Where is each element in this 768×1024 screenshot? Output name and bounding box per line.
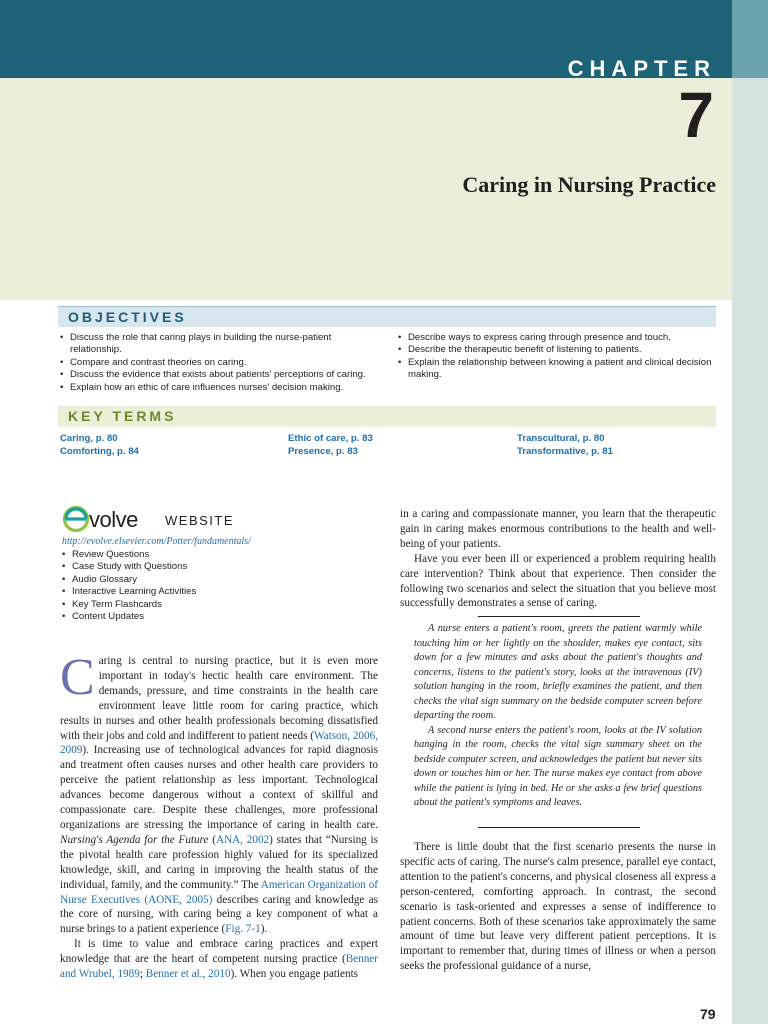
list-item: • Describe the therapeutic benefit of listening to patients. [398, 344, 718, 356]
key-term-link[interactable]: Caring, p. 80 [60, 433, 118, 444]
intro-paragraph: Caring is central to nursing practice, but it is even more important in today's hectic health care environment. The demands, pressure, and time constraints in the health care environment leave little room for caring practice, which results in nurses and other health professionals becoming dissatisfied with their jobs and cold and indifferent to patient needs (Watson, 2006, 2009). Increasing use of technological advances for rapid diagnosis and treatment often causes nurses and other health care providers to perceive the patient relationship as less important. Technological advances become dangerous without a context of skillful and compassionate care. Despite these challenges, more professional organizations are stressing the importance of caring in health care. Nursing's Agenda for the Future (ANA, 2002) states that “Nursing is the pivotal health care profession highly valued for its specialized knowledge, skill, and caring in improving the health status of the individual, family, and the community.” The American Organization of Nurse Executives (AONE, 2005) describes caring and knowledge as the core of nursing, with caring being a key component of what a nurse brings to a patient experience (Fig. 7-1). [60, 649, 379, 936]
chapter-label: CHAPTER [567, 56, 716, 81]
evolve-resource-list [62, 549, 362, 623]
list-item: • Review Questions [62, 549, 362, 561]
key-term-link[interactable]: Ethic of care, p. 83 [288, 433, 373, 444]
chapter-number: 7 [678, 79, 714, 151]
list-item: • Describe ways to express caring through presence and touch. [398, 332, 718, 344]
right-column-body-top [400, 507, 716, 611]
side-tab-top [732, 0, 768, 78]
body-paragraph: Have you ever been ill or experienced a problem requiring health care intervention? Think about that experience. Then consider the following two scenarios and select the situation that you believe most successfully demonstrates a sense of caring. [400, 552, 716, 610]
cited-title: Nursing's Agenda for the Future [60, 833, 209, 846]
list-item: • Explain the relationship between knowing a patient and clinical decision making. [398, 357, 718, 382]
evolve-logo [62, 505, 262, 535]
key-term-link[interactable]: Comforting, p. 84 [60, 445, 139, 457]
list-item: • Explain how an ethic of care influences nurses' decision making. [60, 382, 378, 394]
chapter-title: Caring in Nursing Practice [462, 172, 716, 197]
right-column-body-bottom [400, 840, 716, 974]
citation-link[interactable]: Benner et al., 2010 [145, 968, 231, 981]
side-strip [732, 78, 768, 1024]
list-item: • Key Term Flashcards [62, 599, 362, 611]
key-term-link[interactable]: Transcultural, p. 80 [517, 433, 605, 444]
evolve-word: volve [89, 507, 138, 532]
divider-rule [478, 616, 640, 617]
list-item: • Case Study with Questions [62, 561, 362, 573]
key-terms-column-3 [517, 433, 613, 458]
body-paragraph: It is time to value and embrace caring practices and expert knowledge that are the heart of competent nursing practice (Benner and Wrubel, 1989; Benner et al., 2010). When you engage patients [60, 938, 378, 981]
citation-link[interactable]: Benner and Wrubel, 1989 [60, 953, 378, 981]
key-terms-column-2 [288, 433, 373, 458]
key-term-link[interactable]: Presence, p. 83 [288, 445, 358, 457]
evolve-e-icon [62, 505, 90, 533]
list-item: • Interactive Learning Activities [62, 586, 362, 598]
scenario-paragraph: A second nurse enters the patient's room, looks at the IV solution hanging in the room, checks the vital sign summary sheet on the bedside computer screen, and acknowledges the patient but never sits down or touches him or her. The nurse makes eye contact from above while the patient is lying in bed. He or she asks a few brief questions about the patient's symptoms and leaves. [414, 724, 702, 808]
body-paragraph: There is little doubt that the first scenario presents the nurse in specific acts of caring. The nurse's calm presence, parallel eye contact, attention to the patient's concerns, and physical closeness all express a person-centered, comforting approach. In contrast, the second scenario is task-oriented and expresses a sense of indifference to patient concerns. Both of these scenarios take approximately the same amount of time but leave very different patient perceptions. It is important to remember that, during times of illness or when a person seeks the professional guidance of a nurse, [400, 841, 716, 973]
scenario-box [414, 622, 702, 811]
list-item: • Content Updates [62, 611, 362, 623]
key-term-link[interactable]: Transformative, p. 81 [517, 445, 613, 457]
objectives-left-list [60, 332, 378, 394]
drop-cap: C [60, 649, 95, 706]
objectives-right-list [398, 332, 718, 382]
page-number: 79 [700, 1006, 716, 1022]
divider-rule [478, 827, 640, 828]
objectives-heading: OBJECTIVES [58, 306, 716, 327]
list-item: • Discuss the evidence that exists about patients' perceptions of caring. [60, 369, 378, 381]
citation-link[interactable]: ANA, 2002 [216, 833, 270, 846]
scenario-paragraph: A nurse enters a patient's room, greets the patient warmly while touching him or her lightly on the shoulder, makes eye contact, sits down for a few minutes and asks about the patient's thoughts and concerns, listens to the patient's story, looks at the intravenous (IV) solution hanging in the room, briefly examines the patient, and then checks the vital sign summary on the bedside computer screen before departing the room. [414, 623, 702, 721]
citation-link[interactable]: Watson, 2006, 2009 [60, 729, 378, 757]
evolve-url-link[interactable]: http://evolve.elsevier.com/Potter/fundamentals/ [62, 536, 251, 547]
key-terms-heading: KEY TERMS [58, 406, 716, 427]
figure-link[interactable]: Fig. 7-1 [225, 923, 261, 936]
list-item: • Compare and contrast theories on caring. [60, 357, 378, 369]
evolve-website-label: WEBSITE [165, 513, 235, 528]
body-paragraph: in a caring and compassionate manner, you learn that the therapeutic gain in caring makes enormous contributions to the health and well-being of your patients. [400, 508, 716, 550]
key-terms-column-1 [60, 433, 139, 458]
citation-link[interactable]: American Organization of Nurse Executives (AONE, 2005) [60, 878, 379, 906]
list-item: • Audio Glossary [62, 574, 362, 586]
list-item: • Discuss the role that caring plays in building the nurse-patient relationship. [60, 332, 378, 357]
left-column-body [60, 649, 379, 982]
